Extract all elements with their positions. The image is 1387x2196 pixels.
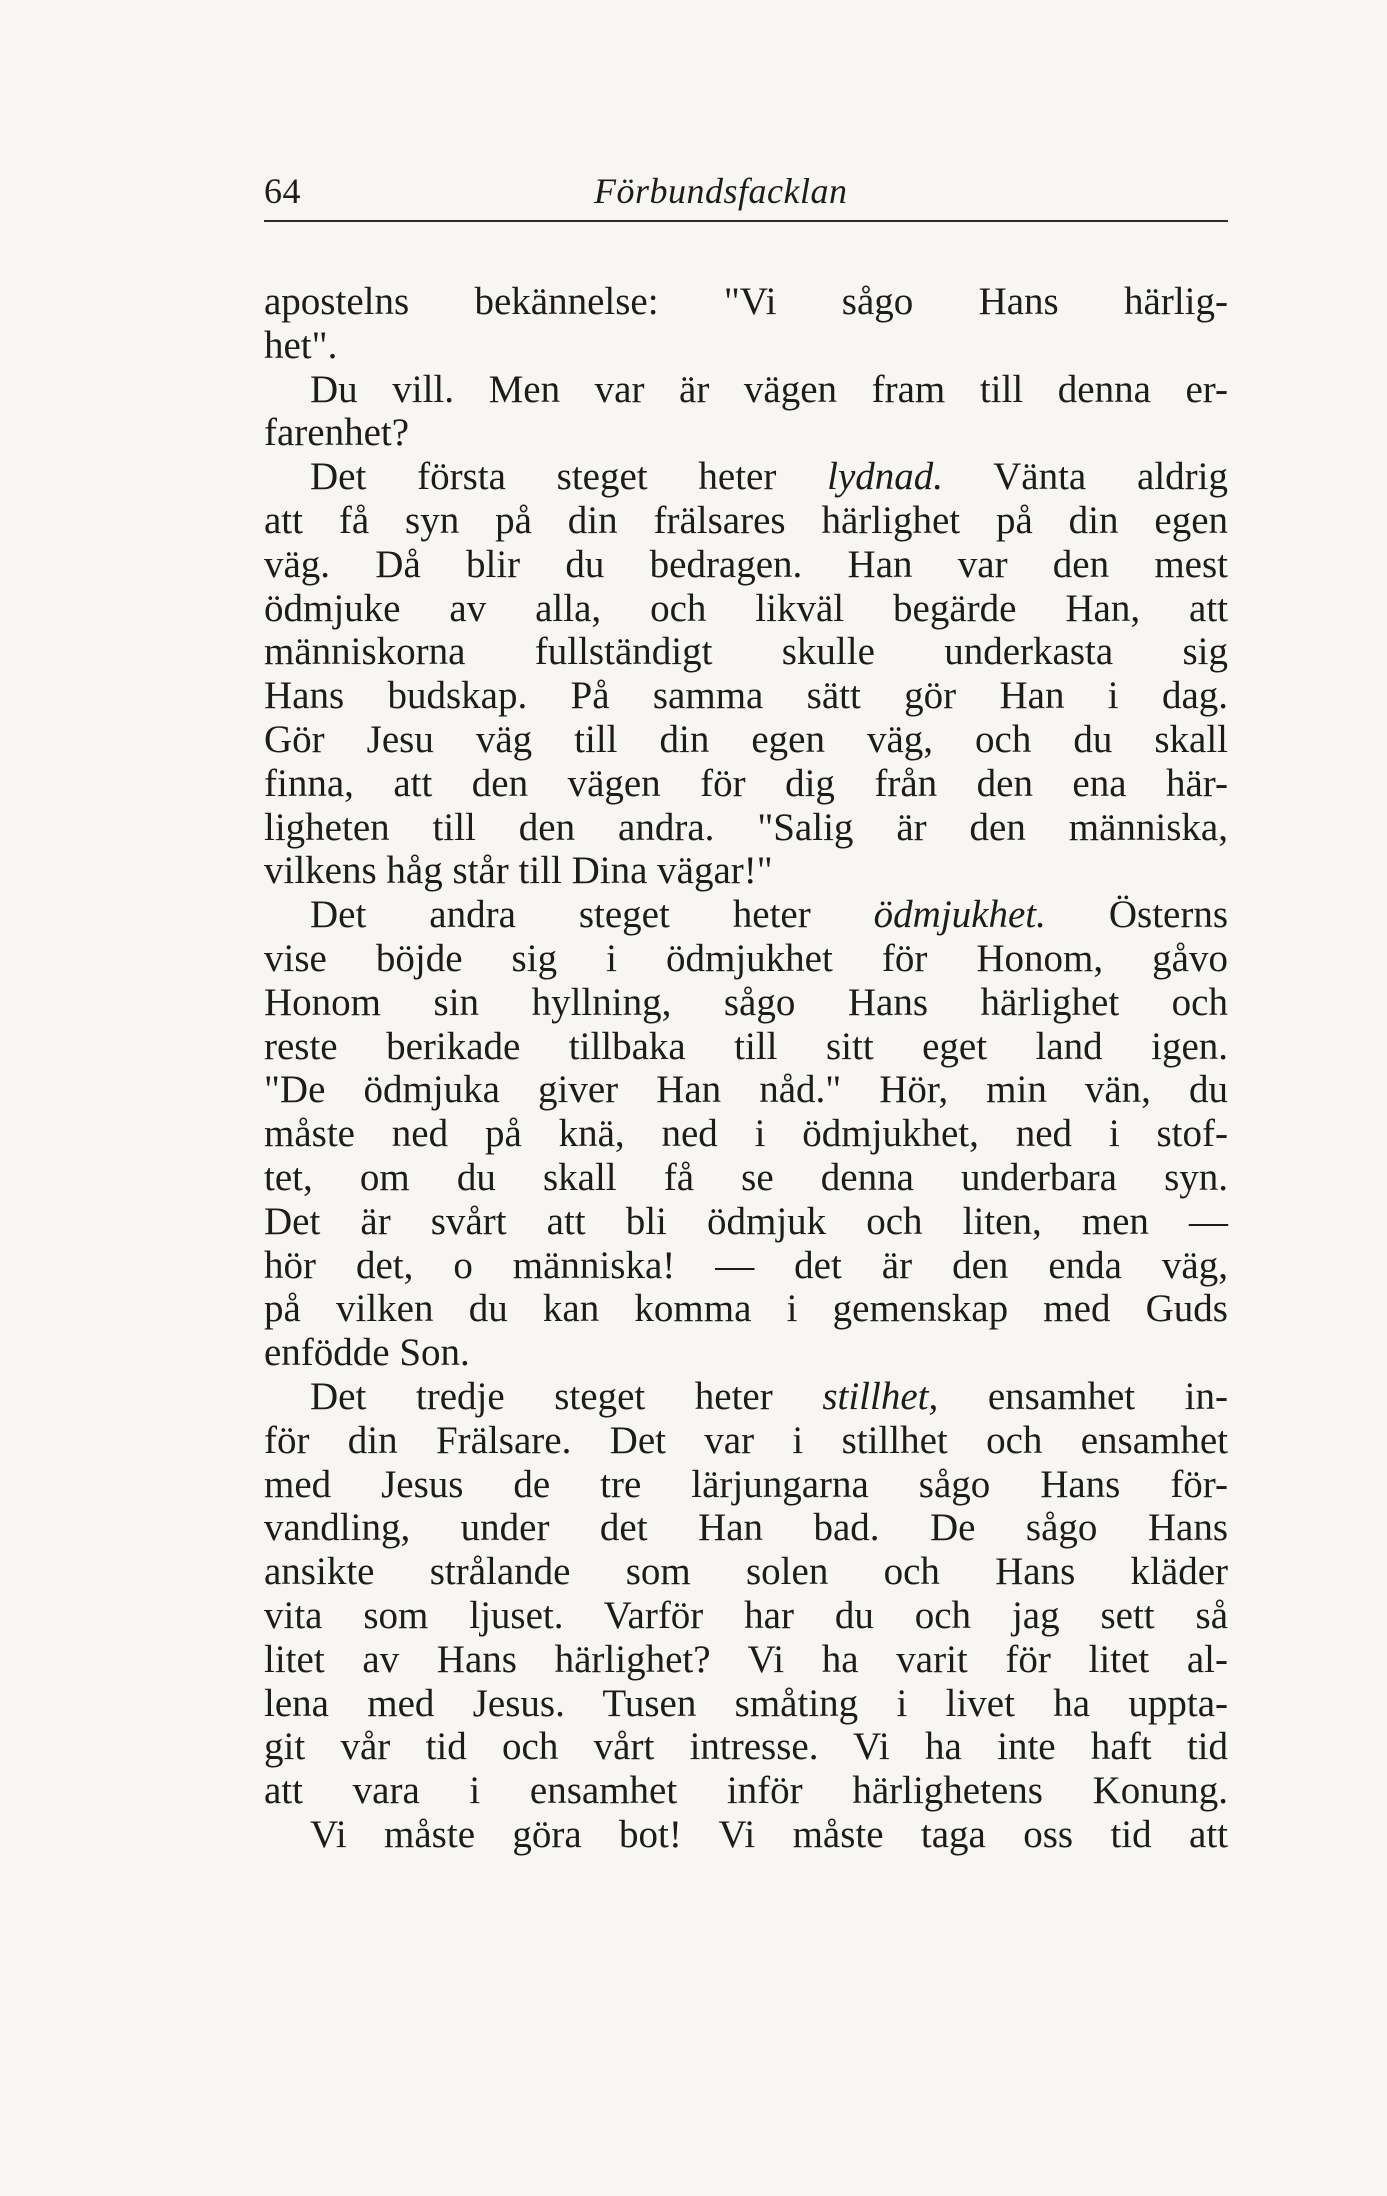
text-line: vilkens håg står till Dina vägar!" bbox=[264, 849, 773, 893]
text-line: git vår tid och vårt intresse. Vi ha inte haft tid bbox=[264, 1725, 1228, 1769]
text-line: Honom sin hyllning, sågo Hans härlighet och bbox=[264, 980, 1228, 1024]
header-rule bbox=[264, 220, 1228, 222]
text-segment: Det andra steget heter bbox=[310, 893, 811, 937]
text-line: Hans budskap. På samma sätt gör Han i dag. bbox=[264, 674, 1228, 718]
text-segment: Vänta aldrig bbox=[993, 455, 1228, 499]
text-line: att få syn på din frälsares härlighet på din egen bbox=[264, 498, 1228, 542]
text-line: Vi måste göra bot! Vi måste taga oss tid att bbox=[310, 1812, 1228, 1856]
text-line: "De ödmjuka giver Han nåd." Hör, min vän, du bbox=[264, 1068, 1228, 1112]
text-segment: ensamhet in- bbox=[987, 1374, 1228, 1418]
text-line: ansikte strålande som solen och Hans kläder bbox=[264, 1550, 1228, 1594]
text-line: finna, att den vägen för dig från den ena här- bbox=[264, 761, 1228, 805]
text-line: enfödde Son. bbox=[264, 1331, 470, 1375]
text-line: het". bbox=[264, 323, 338, 367]
text-line: för din Frälsare. Det var i stillhet och ensamhet bbox=[264, 1418, 1228, 1462]
emphasis-odmjukhet: ödmjukhet. bbox=[873, 893, 1046, 937]
text-line: Det är svårt att bli ödmjuk och liten, men — bbox=[264, 1199, 1228, 1243]
text-segment: Det första steget heter bbox=[310, 455, 777, 499]
text-line: tet, om du skall få se denna underbara syn. bbox=[264, 1155, 1228, 1199]
page-header bbox=[264, 160, 1228, 220]
text-line: hör det, o människa! — det är den enda väg, bbox=[264, 1243, 1228, 1287]
text-line: väg. Då blir du bedragen. Han var den mest bbox=[264, 542, 1228, 586]
emphasis-stillhet: stillhet, bbox=[822, 1374, 939, 1418]
text-line: Du vill. Men var är vägen fram till denna er- bbox=[310, 367, 1228, 411]
text-line: ligheten till den andra. "Salig är den människa, bbox=[264, 805, 1228, 849]
text-line bbox=[264, 893, 1228, 937]
text-line: farenhet? bbox=[264, 411, 410, 455]
text-line: reste berikade tillbaka till sitt eget land igen. bbox=[264, 1024, 1228, 1068]
text-line: lena med Jesus. Tusen småting i livet ha uppta- bbox=[264, 1681, 1228, 1725]
text-segment: Österns bbox=[1108, 893, 1229, 937]
text-segment: Det tredje steget heter bbox=[310, 1374, 773, 1418]
emphasis-lydnad: lydnad. bbox=[827, 455, 944, 499]
text-line: människorna fullständigt skulle underkasta sig bbox=[264, 630, 1228, 674]
text-line: vise böjde sig i ödmjukhet för Honom, gåvo bbox=[264, 936, 1228, 980]
page-number: 64 bbox=[264, 171, 301, 211]
text-line bbox=[264, 1375, 1228, 1419]
text-line: vita som ljuset. Varför har du och jag sett så bbox=[264, 1593, 1228, 1637]
body-text bbox=[264, 280, 1228, 1857]
text-line: Gör Jesu väg till din egen väg, och du skall bbox=[264, 717, 1228, 761]
text-line: måste ned på knä, ned i ödmjukhet, ned i stof- bbox=[264, 1112, 1228, 1156]
text-line: att vara i ensamhet inför härlighetens Konung. bbox=[264, 1769, 1228, 1813]
text-line: litet av Hans härlighet? Vi ha varit för litet al- bbox=[264, 1637, 1228, 1681]
text-line bbox=[264, 455, 1228, 499]
text-line: på vilken du kan komma i gemenskap med Guds bbox=[264, 1287, 1228, 1331]
text-line: vandling, under det Han bad. De sågo Hans bbox=[264, 1506, 1228, 1550]
text-line: ödmjuke av alla, och likväl begärde Han, att bbox=[264, 586, 1228, 630]
text-line: med Jesus de tre lärjungarna sågo Hans för- bbox=[264, 1462, 1228, 1506]
text-line: apostelns bekännelse: "Vi sågo Hans härlig- bbox=[264, 280, 1228, 323]
running-title: Förbundsfacklan bbox=[594, 171, 848, 211]
